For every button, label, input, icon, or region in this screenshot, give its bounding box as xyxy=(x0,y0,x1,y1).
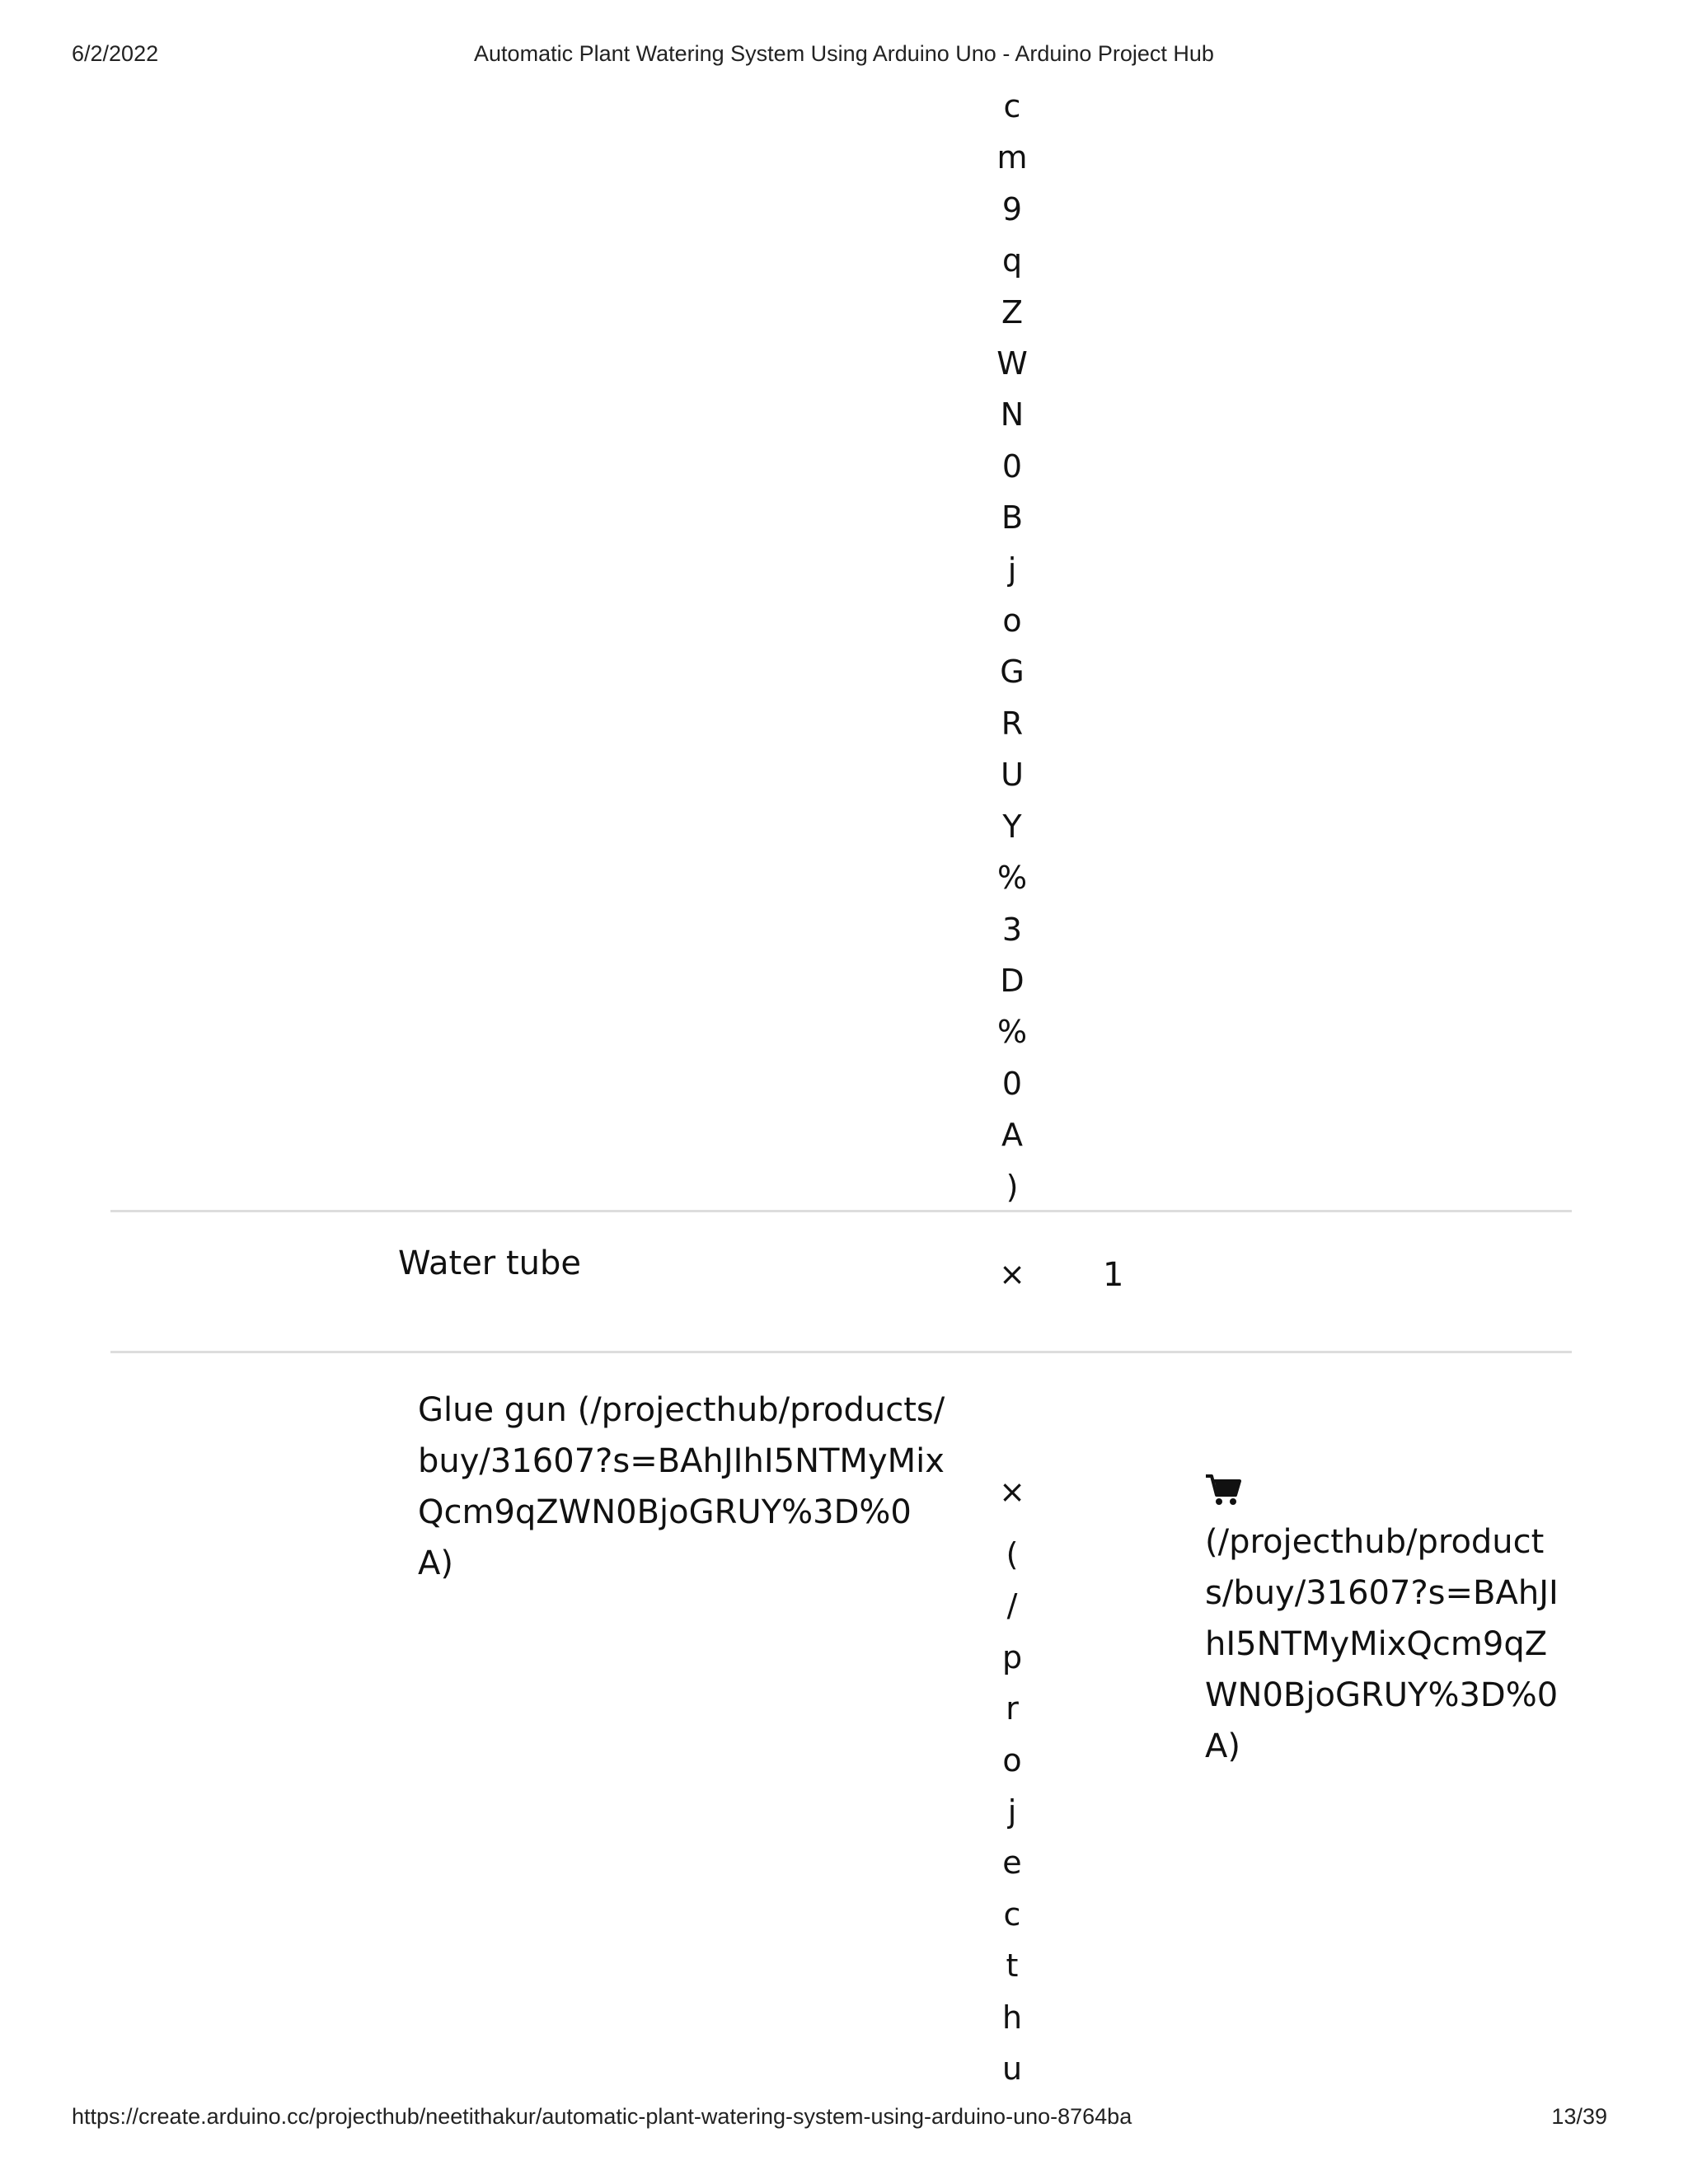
component-link-glue-gun[interactable]: Glue gun (/projecthub/products/buy/31607?s=BAhJIhI5NTMyMixQcm9qZWN0BjoGRUY%3D%0A) xyxy=(418,1391,945,1582)
link-char: ( xyxy=(1006,1536,1019,1572)
link-char: q xyxy=(1001,242,1023,279)
link-char: p xyxy=(1001,1638,1023,1675)
link-char: 0 xyxy=(1001,1065,1023,1102)
link-char: G xyxy=(1000,654,1025,691)
link-char: N xyxy=(1000,396,1025,434)
component-name-water-tube: Water tube xyxy=(398,1244,581,1282)
link-char: R xyxy=(1001,705,1024,742)
link-char: / xyxy=(1006,1587,1018,1624)
link-char: t xyxy=(1006,1947,1019,1985)
shopping-cart-icon[interactable] xyxy=(1205,1474,1241,1507)
link-char: D xyxy=(1000,962,1025,999)
link-char: o xyxy=(1002,602,1022,640)
print-date: 6/2/2022 xyxy=(72,41,159,66)
quantity-value: 1 xyxy=(1103,1256,1124,1294)
times-symbol: × xyxy=(999,1256,1025,1292)
page-title: Automatic Plant Watering System Using Arduino Uno - Arduino Project Hub xyxy=(474,41,1214,66)
times-symbol: × xyxy=(999,1474,1025,1510)
link-char: e xyxy=(1002,1844,1022,1882)
link-char: W xyxy=(996,345,1028,382)
link-char: j xyxy=(1007,551,1017,588)
buy-link[interactable]: (/projecthub/products/buy/31607?s=BAhJIhI5NTMyMixQcm9qZWN0BjoGRUY%3D%0A) xyxy=(1205,1523,1559,1765)
link-char: ) xyxy=(1006,1168,1019,1205)
link-char: % xyxy=(996,1014,1028,1051)
link-char: % xyxy=(996,860,1028,897)
link-char: 9 xyxy=(1001,190,1023,227)
link-char: c xyxy=(1003,1896,1021,1933)
link-char: c xyxy=(1003,88,1021,124)
page-number: 13/39 xyxy=(1551,2104,1607,2129)
link-char: 3 xyxy=(1001,911,1023,948)
wrapped-link-column-top[interactable] xyxy=(996,81,1029,1212)
link-char: r xyxy=(1006,1690,1019,1727)
link-char: o xyxy=(1002,1741,1022,1779)
link-char: Z xyxy=(1001,293,1024,330)
row-divider xyxy=(110,1210,1572,1212)
row-divider xyxy=(110,1351,1572,1353)
link-char: h xyxy=(1001,1999,1023,2036)
page-url[interactable]: https://create.arduino.cc/projecthub/neetithakur/automatic-plant-watering-system-using-arduino-uno-8764ba xyxy=(72,2104,1132,2129)
link-char: 0 xyxy=(1001,448,1023,485)
link-char: u xyxy=(1001,2050,1023,2088)
link-char: U xyxy=(1001,757,1024,794)
link-char: B xyxy=(1001,499,1024,537)
link-char: j xyxy=(1007,1793,1017,1830)
link-char: m xyxy=(996,139,1028,176)
link-char: Y xyxy=(1002,808,1022,845)
wrapped-link-column-bottom[interactable] xyxy=(996,1529,1029,2094)
link-char: A xyxy=(1001,1117,1023,1154)
